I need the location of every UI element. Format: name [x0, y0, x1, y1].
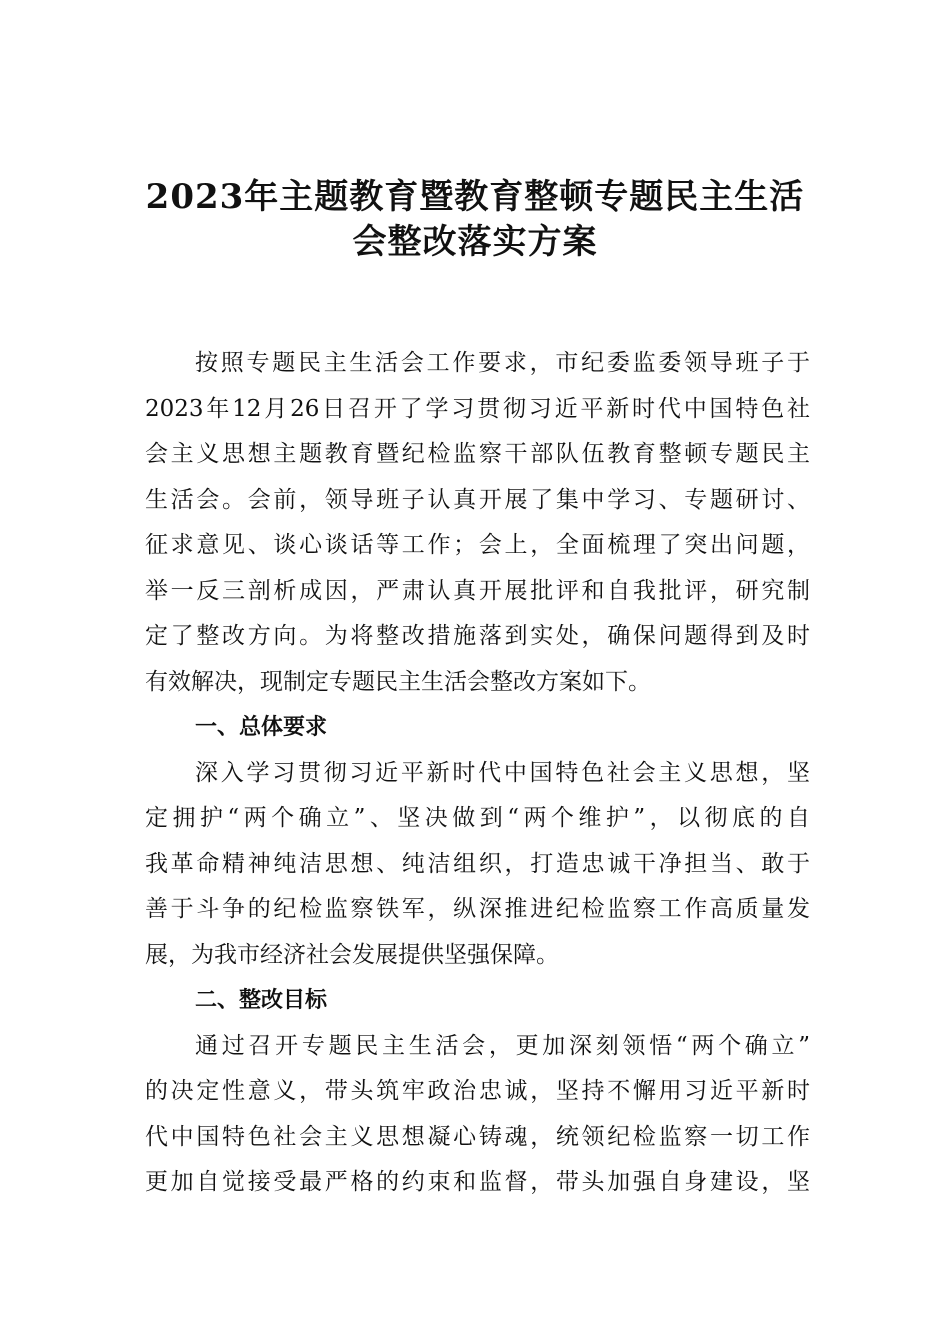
section-heading-rectification-goals: 二、整改目标	[195, 988, 328, 1013]
section2-paragraph-line: 通过召开专题民主生活会，更加深刻领悟“两个确立”	[195, 1032, 810, 1059]
section1-paragraph-line: 定拥护“两个确立”、坚决做到“两个维护”，以彻底的自	[145, 805, 810, 831]
section2-paragraph-line: 代中国特色社会主义思想凝心铸魂，统领纪检监察一切工作	[145, 1123, 810, 1150]
intro-paragraph-line: 有效解决，现制定专题民主生活会整改方案如下。	[145, 668, 651, 695]
document-title-line-1: 2023年主题教育暨教育整顿专题民主生活	[145, 177, 805, 217]
intro-paragraph-line: 征求意见、谈心谈话等工作；会上，全面梳理了突出问题，	[145, 532, 810, 558]
intro-paragraph-line: 2023年12月26日召开了学习贯彻习近平新时代中国特色社	[145, 395, 810, 422]
section1-paragraph-line: 深入学习贯彻习近平新时代中国特色社会主义思想，坚	[195, 759, 810, 786]
intro-paragraph-line: 按照专题民主生活会工作要求，市纪委监委领导班子于	[195, 350, 810, 376]
section1-paragraph-line: 展，为我市经济社会发展提供坚强保障。	[145, 941, 559, 968]
document-body	[145, 341, 810, 1206]
intro-paragraph-line: 生活会。会前，领导班子认真开展了集中学习、专题研讨、	[145, 486, 810, 513]
intro-paragraph-line: 定了整改方向。为将整改措施落到实处，确保问题得到及时	[145, 623, 810, 649]
section2-paragraph-line: 更加自觉接受最严格的约束和监督，带头加强自身建设，坚	[145, 1169, 810, 1195]
intro-paragraph-line: 会主义思想主题教育暨纪检监察干部队伍教育整顿专题民主	[145, 441, 810, 467]
section2-paragraph-line: 的决定性意义，带头筑牢政治忠诚，坚持不懈用习近平新时	[145, 1078, 810, 1104]
section-heading-general-requirements: 一、总体要求	[195, 715, 328, 740]
intro-paragraph-line: 举一反三剖析成因，严肃认真开展批评和自我批评，研究制	[145, 577, 810, 604]
document-title-line-2: 会整改落实方案	[352, 222, 598, 262]
section1-paragraph-line: 我革命精神纯洁思想、纯洁组织，打造忠诚干净担当、敢于	[145, 850, 810, 877]
section1-paragraph-line: 善于斗争的纪检监察铁军，纵深推进纪检监察工作高质量发	[145, 896, 810, 922]
